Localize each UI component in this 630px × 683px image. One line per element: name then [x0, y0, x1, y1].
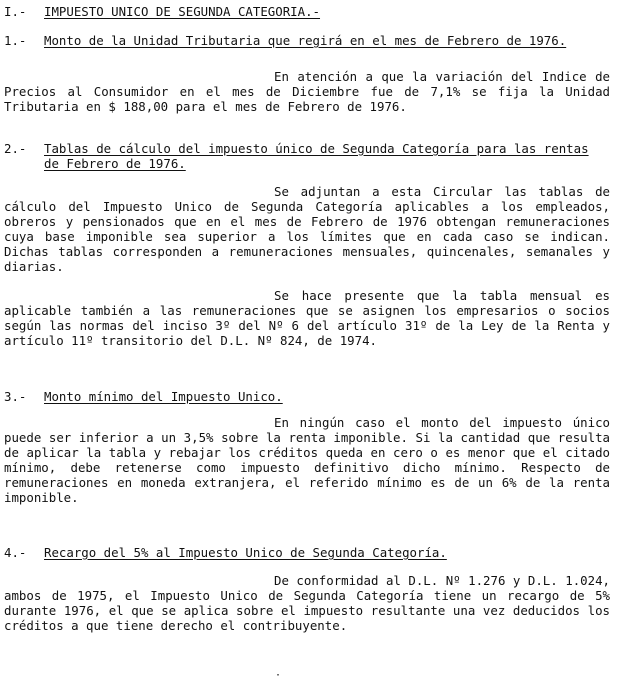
item-1-paragraph-1: En atención a que la variación del Indice de Precios al Consumidor en el mes de Diciembre fue de 7,1% se fija la Unidad Tributaria en $ 188,00 para el mes de Febrero de 1976. — [4, 69, 610, 114]
item-3-heading — [4, 389, 610, 404]
item-2-paragraph-2: Se hace presente que la tabla mensual es aplicable también a las remuneraciones que se asignen los empresarios o socios según las normas del inciso 3º del Nº 6 del artículo 31º de la Ley de la Renta y artículo 11º transitorio del D.L. Nº 824, de 1974. — [4, 288, 610, 348]
item-2-number: 2.- — [4, 141, 27, 156]
item-4-heading — [4, 545, 610, 560]
item-1-number: 1.- — [4, 33, 27, 48]
item-3-number: 3.- — [4, 389, 27, 404]
item-2-title: Tablas de cálculo del impuesto único de Segunda Categoría para las rentas de Febrero de 1976. — [44, 141, 589, 171]
section-number: I.- — [4, 4, 27, 19]
item-1-title: Monto de la Unidad Tributaria que regirá en el mes de Febrero de 1976. — [44, 33, 567, 48]
item-4-paragraph-1: De conformidad al D.L. Nº 1.276 y D.L. 1.024, ambos de 1975, el Impuesto Unico de Segunda Categoría tiene un recargo de 5% durante 1976, el que se aplica sobre el impuesto resultante una vez deducidos los créditos a que tiene derecho el contribuyente. — [4, 573, 610, 633]
item-3-paragraph-1: En ningún caso el monto del impuesto único puede ser inferior a un 3,5% sobre la renta imponible. Si la cantidad que resulta de aplicar la tabla y rebajar los créditos queda en cero o es menor que el citado mínimo, debe retenerse como impuesto definitivo dicho mínimo. Respecto de remuneraciones en moneda extranjera, el referido mínimo es de un 6% de la renta imponible. — [4, 415, 610, 505]
item-4-title: Recargo del 5% al Impuesto Unico de Segunda Categoría. — [44, 545, 447, 560]
section-heading — [4, 4, 610, 19]
section-title: IMPUESTO UNICO DE SEGUNDA CATEGORIA.- — [44, 4, 321, 19]
item-2-paragraph-1: Se adjuntan a esta Circular las tablas de cálculo del Impuesto Unico de Segunda Categoría aplicables a los empleados, obreros y pensionados que en el mes de Febrero de 1976 obtengan remuneraciones cuya base imponible sea superior a los límites que en cada caso se indican. Dichas tablas corresponden a remuneraciones mensuales, quincenales, semanales y diarias. — [4, 184, 610, 274]
page-mark: · — [275, 670, 282, 681]
item-3-title: Monto mínimo del Impuesto Unico. — [44, 389, 283, 404]
item-2-heading — [4, 141, 610, 171]
item-4-number: 4.- — [4, 545, 27, 560]
item-1-heading — [4, 33, 610, 48]
